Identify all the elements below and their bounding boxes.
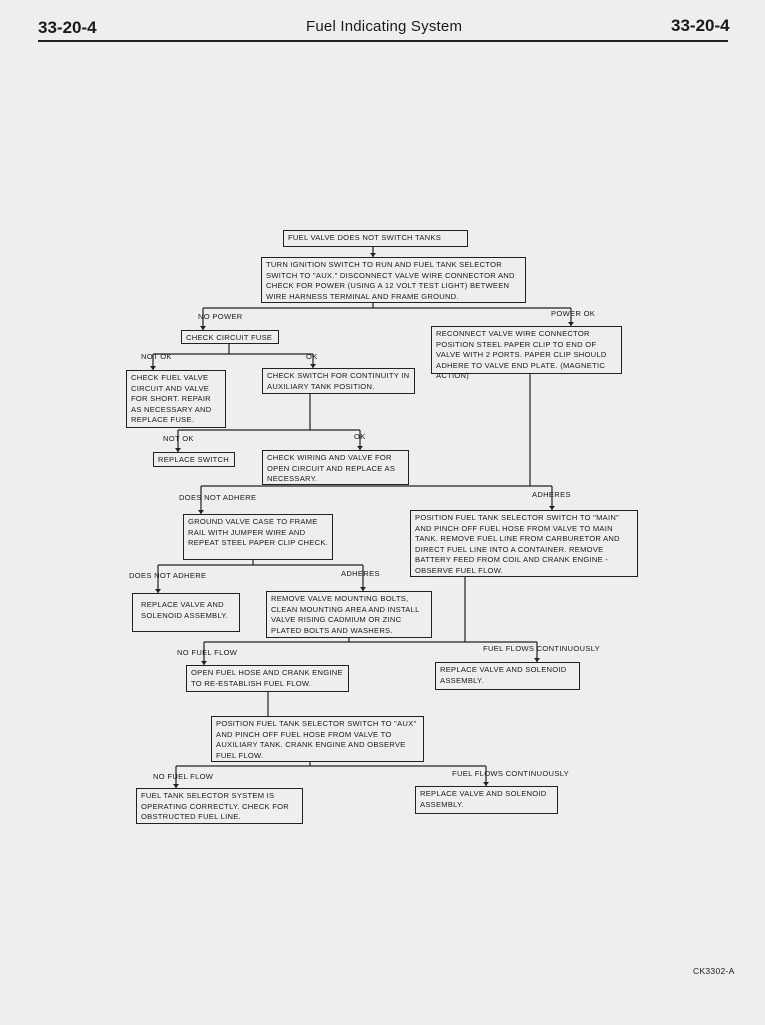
selector-operating-box: FUEL TANK SELECTOR SYSTEM IS OPERATING CORRECTLY. CHECK FOR OBSTRUCTED FUEL LINE. <box>136 788 303 824</box>
label-fuel-flows-2: FUEL FLOWS CONTINUOUSLY <box>452 769 570 778</box>
label-no-power: NO POWER <box>198 312 243 321</box>
ground-valve-case-box: GROUND VALVE CASE TO FRAME RAIL WITH JUMPER WIRE AND REPEAT STEEL PAPER CLIP CHECK. <box>183 514 333 560</box>
position-main-box: POSITION FUEL TANK SELECTOR SWITCH TO "MAIN" AND PINCH OFF FUEL HOSE FROM VALVE TO MAIN TANK. REMOVE FUEL LINE FROM CARBURETOR AND DIRECT FUEL LINE INTO A CONTAINER. REMOVE BATTERY FEED FROM COIL AND CRANK ENGINE - OBSERVE FUEL FLOW. <box>410 510 638 577</box>
check-switch-continuity-box: CHECK SWITCH FOR CONTINUITY IN AUXILIARY TANK POSITION. <box>262 368 415 394</box>
label-adheres-2: ADHERES <box>341 569 380 578</box>
section-title: Fuel Indicating System <box>306 18 463 35</box>
replace-switch-box: REPLACE SWITCH <box>153 452 235 467</box>
replace-valve-solenoid-box-3: REPLACE VALVE AND SOLENOID ASSEMBLY. <box>415 786 558 814</box>
check-circuit-fuse-box: CHECK CIRCUIT FUSE <box>181 330 279 344</box>
page-number-left: 33-20-4 <box>38 18 97 37</box>
figure-code: CK3302-A <box>693 966 735 976</box>
label-adheres-1: ADHERES <box>532 490 571 499</box>
open-fuel-hose-box: OPEN FUEL HOSE AND CRANK ENGINE TO RE-ESTABLISH FUEL FLOW. <box>186 665 349 692</box>
label-fuse-ok: OK <box>306 352 318 361</box>
check-fuel-valve-circuit-box: CHECK FUEL VALVE CIRCUIT AND VALVE FOR SHORT. REPAIR AS NECESSARY AND REPLACE FUSE. <box>126 370 226 428</box>
label-no-fuel-flow-2: NO FUEL FLOW <box>153 772 214 781</box>
step-turn-ignition-box: TURN IGNITION SWITCH TO RUN AND FUEL TANK SELECTOR SWITCH TO "AUX." DISCONNECT VALVE WIRE CONNECTOR AND CHECK FOR POWER (USING A 12 VOLT TEST LIGHT) BETWEEN WIRE HARNESS TERMINAL AND FRAME GROUND. <box>261 257 526 303</box>
replace-valve-solenoid-box-1: REPLACE VALVE AND SOLENOID ASSEMBLY. <box>132 593 240 632</box>
label-fuel-flows-1: FUEL FLOWS CONTINUOUSLY <box>483 644 601 653</box>
start-box: FUEL VALVE DOES NOT SWITCH TANKS <box>283 230 468 247</box>
page-number-right: 33-20-4 <box>671 16 730 35</box>
label-does-not-adhere-1: DOES NOT ADHERE <box>179 493 257 502</box>
label-switch-ok: OK <box>354 432 366 441</box>
label-power-ok: POWER OK <box>551 309 596 318</box>
label-fuse-not-ok: NOT OK <box>141 352 172 361</box>
label-no-fuel-flow-1: NO FUEL FLOW <box>177 648 238 657</box>
label-does-not-adhere-2: DOES NOT ADHERE <box>129 571 207 580</box>
remove-mounting-bolts-box: REMOVE VALVE MOUNTING BOLTS, CLEAN MOUNTING AREA AND INSTALL VALVE RISING CADMIUM OR ZINC PLATED BOLTS AND WASHERS. <box>266 591 432 638</box>
label-switch-not-ok: NOT OK <box>163 434 194 443</box>
replace-valve-solenoid-box-2: REPLACE VALVE AND SOLENOID ASSEMBLY. <box>435 662 580 690</box>
position-aux-box: POSITION FUEL TANK SELECTOR SWITCH TO "AUX" AND PINCH OFF FUEL HOSE FROM VALVE TO AUXILIARY TANK. CRANK ENGINE AND OBSERVE FUEL FLOW. <box>211 716 424 762</box>
check-wiring-box: CHECK WIRING AND VALVE FOR OPEN CIRCUIT AND REPLACE AS NECESSARY. <box>262 450 409 485</box>
reconnect-valve-box: RECONNECT VALVE WIRE CONNECTOR POSITION STEEL PAPER CLIP TO END OF VALVE WITH 2 PORTS. PAPER CLIP SHOULD ADHERE TO VALVE END PLATE. (MAGNETIC ACTION) <box>431 326 622 374</box>
